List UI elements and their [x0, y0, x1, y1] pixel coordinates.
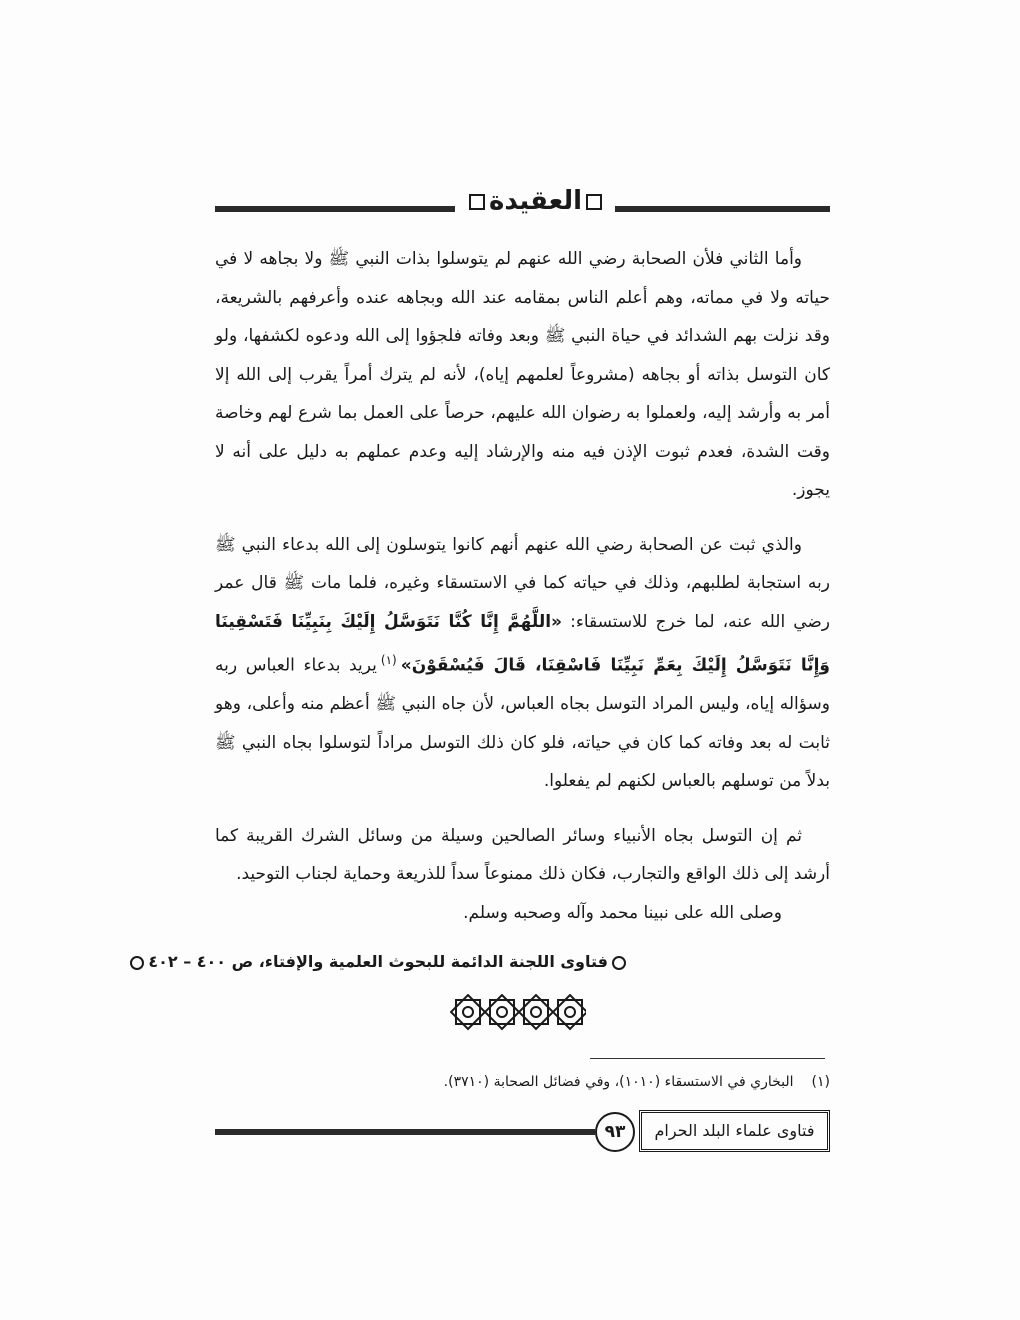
star-ornament-1 — [451, 995, 485, 1029]
hadith-quote: «اللَّهُمَّ إِنَّا كُنَّا نَتَوَسَّلُ إِلَيْكَ بِنَبِيِّنَا فَتَسْقِينَا وَإِنَّا نَتَوَسَّلُ إِلَيْكَ بِعَمِّ نَبِيِّنَا فَاسْقِنَا، قَالَ فَيُسْقَوْنَ» — [215, 611, 830, 676]
header-rule-right — [615, 206, 830, 212]
source-text: فتاوى اللجنة الدائمة للبحوث العلمية والإفتاء، ص ٤٠٠ – ٤٠٢ — [148, 952, 608, 971]
footnote-text: البخاري في الاستسقاء (١٠١٠)، وفي فضائل الصحابة (٣٧١٠). — [443, 1074, 794, 1090]
header-rule-left — [215, 206, 455, 212]
section-title — [463, 186, 608, 216]
body-text — [215, 240, 830, 948]
paragraph-3: ثم إن التوسل بجاه الأنبياء وسائر الصالحين وسيلة من وسائل الشرك القريبة كما أرشد إلى ذلك الواقع والتجارب، فكان ذلك ممنوعاً سداً للذريعة وحماية لجناب التوحيد. — [215, 825, 830, 885]
closing-line: وصلى الله على نبينا محمد وآله وصحبه وسلم. — [463, 902, 782, 923]
square-bullet-icon — [469, 194, 485, 210]
star-ornament-2 — [485, 995, 519, 1029]
page-number: ٩٣ — [595, 1112, 635, 1152]
book-title: فتاوى علماء البلد الحرام — [639, 1110, 830, 1152]
paragraph-2 — [215, 526, 830, 801]
star-ornament-4 — [553, 995, 586, 1029]
paragraph-2-intro: والذي ثبت عن الصحابة رضي الله عنهم أنهم كانوا يتوسلون إلى الله بدعاء النبي ﷺ ربه استجابة لطلبهم، وذلك في حياته كما في الاستسقاء وغيره، فلما مات ﷺ قال عمر رضي الله عنه، لما خرج للاستسقاء: — [215, 534, 831, 632]
footnote — [420, 1074, 830, 1090]
paragraph-2-explanation: يريد بدعاء العباس ربه وسؤاله إياه، وليس المراد التوسل بجاه العباس، لأن جاه النبي ﷺ أعظم منه وأعلى، وهو ثابت له بعد وفاته كما كان في حياته، فلو كان ذلك التوسل مراداً لتوسلوا بجاه النبي ﷺ بدلاً من توسلهم بالعباس لكنهم لم يفعلوا. — [215, 655, 830, 792]
section-title-text: العقيدة — [488, 186, 583, 216]
footer-rule — [215, 1129, 595, 1135]
star-ornament-icon — [450, 994, 586, 1034]
footnote-reference[interactable]: (١) — [380, 653, 397, 667]
footnote-divider — [590, 1058, 825, 1059]
square-bullet-icon — [586, 194, 602, 210]
circle-bullet-icon — [612, 956, 626, 970]
circle-bullet-icon — [130, 956, 144, 970]
source-citation — [148, 952, 630, 971]
page-footer — [215, 1110, 830, 1154]
paragraph-1: وأما الثاني فلأن الصحابة رضي الله عنهم لم يتوسلوا بذات النبي ﷺ ولا بجاهه لا في حياته ولا في مماته، وهم أعلم الناس بمقامه عند الله وبجاهه عنده وأعرفهم بالشريعة، وقد نزلت بهم الشدائد في حياة النبي ﷺ وبعد وفاته فلجؤوا إلى الله ودعوه لكشفها، ولو كان التوسل بذاته أو بجاهه (مشروعاً لعلمهم إياه)، لأنه لم يترك أمراً يقرب إلى الله إلا أمر به وأرشد إليه، ولعملوا به رضوان الله عليهم، حرصاً على العمل بما شرع لهم وخاصة وقت الشدة، فعدم ثبوت الإذن فيه منه والإرشاد إليه وعدم عملهم به دليل على أنه لا يجوز. — [215, 249, 830, 500]
star-ornament-3 — [519, 995, 553, 1029]
page-header — [215, 186, 830, 220]
footnote-number: (١) — [811, 1074, 830, 1090]
